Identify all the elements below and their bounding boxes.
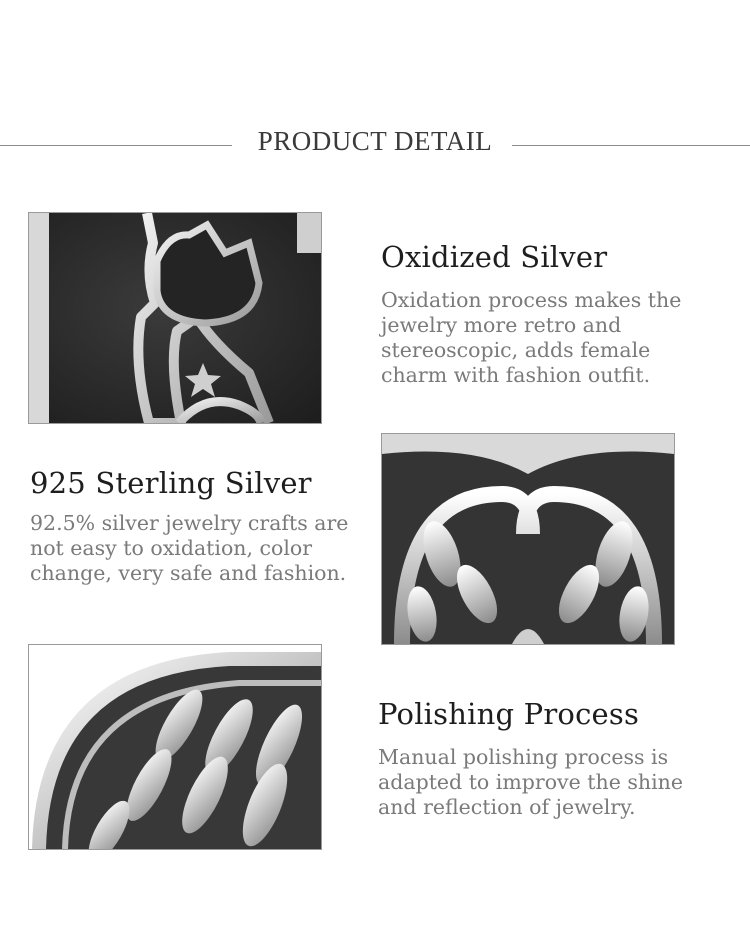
sterling-silver-photo (381, 433, 675, 645)
feature-description-oxidized-silver: Oxidation process makes the jewelry more retro and stereoscopic, adds female charm with fashion outfit. (381, 288, 682, 387)
page-title: PRODUCT DETAIL (257, 126, 493, 156)
feature-title-oxidized-silver: Oxidized Silver (381, 240, 608, 274)
feature-description-polishing-process: Manual polishing process is adapted to improve the shine and reflection of jewelry. (378, 745, 683, 819)
polishing-process-photo (28, 644, 322, 850)
feature-description-sterling-silver: 92.5% silver jewelry crafts are not easy to oxidation, color change, very safe and fashion. (30, 511, 349, 585)
oxidized-silver-photo (28, 212, 322, 424)
feature-title-polishing-process: Polishing Process (378, 697, 640, 731)
header-rule-right (512, 145, 750, 146)
feature-title-sterling-silver: 925 Sterling Silver (30, 466, 312, 500)
